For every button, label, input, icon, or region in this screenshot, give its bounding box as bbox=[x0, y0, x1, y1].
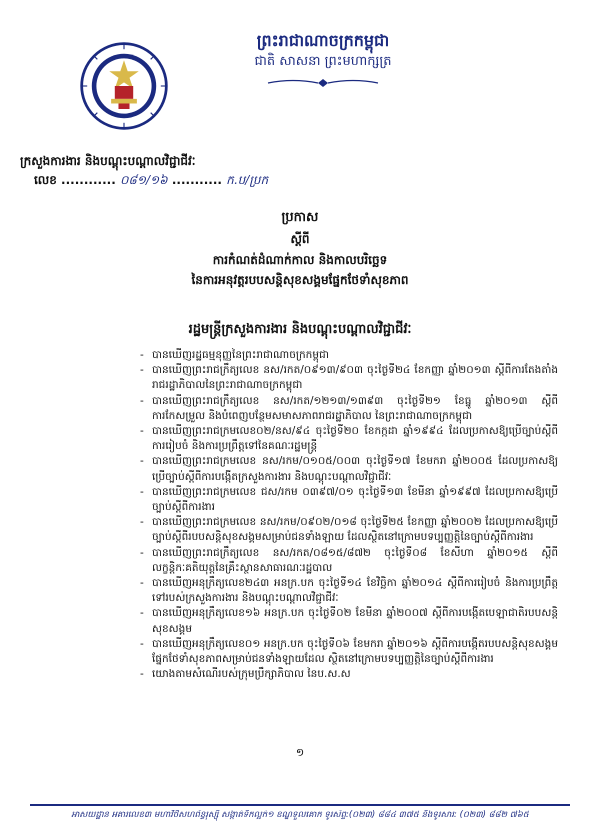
document-title bbox=[60, 208, 540, 290]
reference-dots-2: ........... bbox=[171, 173, 222, 187]
recital-item: - បានឃើញព្រះរាជក្រឹត្យលេខ នស/រកត/១២១៣/១៣៩៣ ចុះថ្ងៃទី២១ ខែធ្នូ ឆ្នាំ២០១៣ ស្តីពីការកែសម្រួល និងបំពេញបន្ថែមសមាសភាពរាជរដ្ឋាភិបាល នៃព្រះរាជាណាចក្រកម្ពុជា bbox=[140, 394, 558, 424]
national-motto: ជាតិ សាសនា ព្រះមហាក្សត្រ bbox=[254, 54, 392, 69]
reference-line bbox=[34, 170, 340, 190]
recital-item: - បានឃើញព្រះរាជក្រឹត្យលេខ នស/រកត/០៨១៥/៨៧២ ចុះថ្ងៃទី០៨ ខែសីហា ឆ្នាំ២០១៥ ស្តីពីលក្ខន្តិកៈគតិយុត្តនៃគ្រឹះស្ថានសាធារណៈរដ្ឋបាល bbox=[140, 546, 558, 576]
reference-suffix: ក.ប/ប្រក bbox=[226, 173, 269, 187]
recital-item: - បានឃើញអនុក្រឹត្យលេខ២៤៣ អនក្រ.បក ចុះថ្ងៃទី១៤ ខែវិច្ឆិកា ឆ្នាំ២០១៤ ស្តីពីការរៀបចំ និងការប្រព្រឹត្តទៅរបស់ក្រសួងការងារ និងបណ្តុះបណ្តាលវិជ្ជាជីវៈ bbox=[140, 576, 558, 606]
title-about: ស្តីពី bbox=[290, 232, 310, 246]
reference-number: ០៨១/១៦ bbox=[119, 173, 168, 187]
page-number: ១ bbox=[295, 746, 305, 759]
recital-item: - បានឃើញរដ្ឋធម្មនុញ្ញនៃព្រះរាជាណាចក្រកម្ពុជា bbox=[140, 348, 558, 363]
kingdom-header bbox=[218, 30, 428, 92]
reference-dots: ............ bbox=[61, 173, 116, 187]
recital-item: - បានឃើញព្រះរាជក្រមលេខ ជស/រកម ០៣៩៧/០១ ចុះថ្ងៃទី១៣ ខែមីនា ឆ្នាំ១៩៩៧ ដែលប្រកាសឱ្យប្រើច្បាប់ស្តីពីការងារ bbox=[140, 485, 558, 515]
reference-label: លេខ bbox=[34, 173, 57, 187]
recital-item: - យោងតាមសំណើរបស់ក្រុមប្រឹក្សាភិបាល នៃប.ស.ស bbox=[140, 667, 558, 682]
footer-address: អាសយដ្ឋាន អគារលេខ៣ មហាវិថីសហព័ន្ធរុស្ស៊ី សង្កាត់ទឹកល្អក់១ ខណ្ឌទួលគោក ទូរស័ព្ទ:(០២៣) ៨៨៤ ៣៧៥ និងទូរសារ: (០២៣) ៨៨២ ៧៦៥ bbox=[71, 810, 529, 820]
ministry-name: ក្រសួងការងារ និងបណ្តុះបណ្តាលវិជ្ជាជីវៈ bbox=[20, 154, 196, 168]
recital-item: - បានឃើញព្រះរាជក្រមលេខ នស/រកម/០១០៥/០០៣ ចុះថ្ងៃទី១៧ ខែមករា ឆ្នាំ២០០៥ ដែលប្រកាសឱ្យប្រើច្បាប់ស្តីពីការបង្កើតក្រសួងការងារ និងបណ្តុះបណ្តាលវិជ្ជាជីវៈ bbox=[140, 454, 558, 484]
recital-item: - បានឃើញអនុក្រឹត្យលេខ១៦ អនក្រ.បក ចុះថ្ងៃទី០២ ខែមីនា ឆ្នាំ២០០៧ ស្តីពីការបង្កើតបេឡាជាតិរបបសន្តិសុខសង្គម bbox=[140, 606, 558, 636]
recital-item: - បានឃើញអនុក្រឹត្យលេខ០១ អនក្រ.បក ចុះថ្ងៃទី០៦ ខែមករា ឆ្នាំ២០១៦ ស្តីពីការបង្កើតរបបសន្តិសុខសង្គម ផ្នែកថែទាំសុខភាពសម្រាប់ជនទាំងឡាយដែល ស្ថិតនៅក្រោមបទប្បញ្ញត្តិនៃច្បាប់ស្តីពីការងារ bbox=[140, 637, 558, 667]
recitals-list bbox=[140, 348, 558, 682]
minister-heading: រដ្ឋមន្ត្រីក្រសួងការងារ និងបណ្តុះបណ្តាលវិជ្ជាជីវៈ bbox=[188, 322, 412, 337]
header-ornament bbox=[263, 78, 383, 88]
document-type: ប្រកាស bbox=[281, 210, 319, 225]
title-line-2: នៃការអនុវត្តរបបសន្តិសុខសង្គមផ្នែកថែទាំសុខភាព bbox=[191, 273, 409, 287]
footer-divider bbox=[30, 804, 570, 806]
recital-item: - បានឃើញព្រះរាជក្រមលេខ០២/នស/៩៤ ចុះថ្ងៃទី២០ ខែកក្កដា ឆ្នាំ១៩៩៤ ដែលប្រកាសឱ្យប្រើច្បាប់ស្តីពីការរៀបចំ និងការប្រព្រឹត្តទៅនៃគណៈរដ្ឋមន្ត្រី bbox=[140, 424, 558, 454]
ministry-seal-logo bbox=[78, 40, 170, 132]
title-line-1: ការកំណត់ដំណាក់កាល និងកាលបរិច្ឆេទ bbox=[212, 253, 388, 267]
recital-item: - បានឃើញព្រះរាជក្រឹត្យលេខ នស/រកត/០៩១៣/៩០៣ ចុះថ្ងៃទី២៤ ខែកញ្ញា ឆ្នាំ២០១៣ ស្តីពីការតែងតាំងរាជរដ្ឋាភិបាលនៃព្រះរាជាណាចក្រកម្ពុជា bbox=[140, 363, 558, 393]
ministry-block bbox=[20, 152, 340, 190]
recital-item: - បានឃើញព្រះរាជក្រមលេខ នស/រកម/០៩០២/០១៨ ចុះថ្ងៃទី២៥ ខែកញ្ញា ឆ្នាំ២០០២ ដែលប្រកាសឱ្យប្រើច្បាប់ស្តីពីរបបសន្តិសុខសង្គមសម្រាប់ជនទាំងឡាយ ដែលស្ថិតនៅក្រោមបទប្បញ្ញត្តិនៃច្បាប់ស្តីពីការងារ bbox=[140, 515, 558, 545]
kingdom-name: ព្រះរាជាណាចក្រកម្ពុជា bbox=[256, 31, 390, 50]
